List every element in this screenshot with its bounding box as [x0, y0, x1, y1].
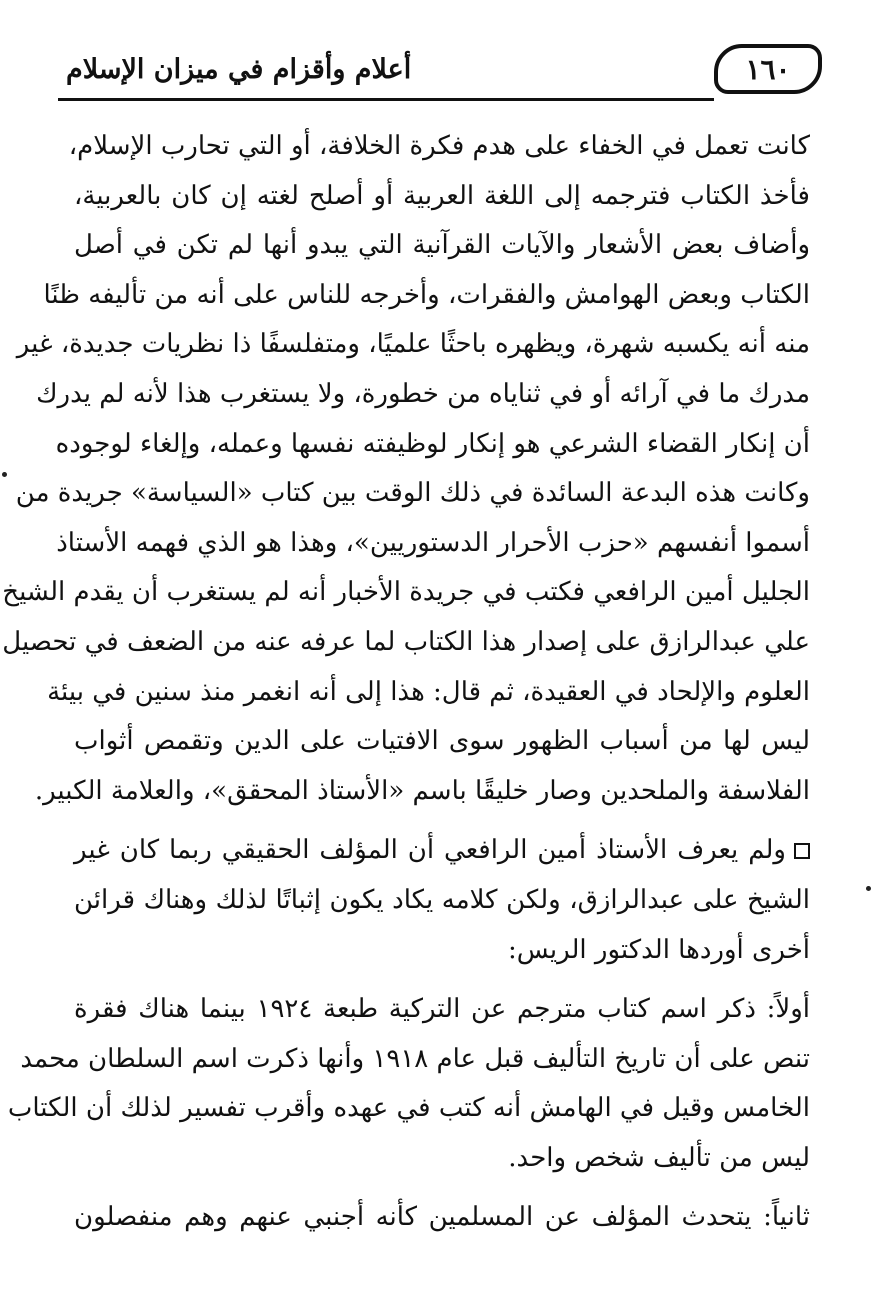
- paragraph-3: [7, 985, 810, 1183]
- text-line: كانت تعمل في الخفاء على هدم فكرة الخلافة، أو التي تحارب الإسلام،: [68, 131, 810, 161]
- text-line: ثانياً: يتحدث المؤلف عن المسلمين كأنه أجنبي عنهم وهم منفصلون: [74, 1202, 810, 1233]
- text-line: [74, 826, 810, 876]
- text-line: ليس لها من أسباب الظهور سوى الافتيات على الدين وتقمص أثواب: [74, 726, 810, 757]
- text-line: أسموا أنفسهم «حزب الأحرار الدستوريين»، وهذا هو الذي فهمه الأستاذ: [56, 527, 810, 558]
- margin-mark: [2, 472, 7, 477]
- text-line: علي عبدالرازق على إصدار هذا الكتاب لما عرفه عنه من الضعف في تحصيل: [2, 626, 810, 657]
- paragraph-2: [74, 826, 810, 975]
- text-line: وأضاف بعض الأشعار والآيات القرآنية التي يبدو أنها لم تكن في أصل: [74, 230, 810, 261]
- text-line: أخرى أوردها الدكتور الريس:: [508, 934, 810, 965]
- margin-mark: [866, 886, 871, 891]
- page-header: [58, 40, 814, 106]
- text-line: الفلاسفة والملحدين وصار خليقًا باسم «الأستاذ المحقق»، والعلامة الكبير.: [34, 775, 810, 806]
- text-line: تنص على أن تاريخ التأليف قبل عام ١٩١٨ وأنها ذكرت اسم السلطان محمد: [20, 1043, 810, 1074]
- body-text: [2, 122, 810, 1243]
- text-line: أن إنكار القضاء الشرعي هو إنكار لوظيفته نفسها وعمله، وإلغاء لوجوده: [55, 428, 810, 459]
- text-line: الكتاب وبعض الهوامش والفقرات، وأخرجه للناس على أنه من تأليفه ظنًا: [43, 279, 810, 310]
- text-line: منه أنه يكسبه شهرة، ويظهره باحثًا علميًا، ومتفلسفًا ذا نظريات جديدة، غير: [16, 329, 810, 360]
- text-line: فأخذ الكتاب فترجمه إلى اللغة العربية أو أصلح لغته إن كان بالعربية،: [74, 180, 810, 211]
- header-rule: [58, 98, 714, 101]
- text-line: مدرك ما في آرائه أو في ثناياه من خطورة، ولا يستغرب هذا لأنه لم يدرك: [36, 378, 810, 409]
- running-title: أعلام وأقزام في ميزان الإسلام: [66, 54, 412, 85]
- text-line: أولاً: ذكر اسم كتاب مترجم عن التركية طبعة ١٩٢٤ بينما هناك فقرة: [74, 994, 810, 1025]
- paragraph-1: [2, 122, 810, 816]
- text-line: وكانت هذه البدعة السائدة في ذلك الوقت بين كتاب «السياسة» جريدة من: [15, 478, 810, 509]
- text-line: العلوم والإلحاد في العقيدة، ثم قال: هذا إلى أنه انغمر منذ سنين في بيئة: [47, 676, 810, 707]
- text-line-content: ولم يعرف الأستاذ أمين الرافعي أن المؤلف الحقيقي ربما كان غير: [74, 835, 786, 866]
- page-number: ١٦٠: [714, 44, 822, 94]
- text-line: الجليل أمين الرافعي فكتب في جريدة الأخبار أنه لم يستغرب أن يقدم الشيخ: [2, 577, 810, 608]
- text-line: ليس من تأليف شخص واحد.: [508, 1142, 810, 1173]
- square-bullet-icon: [794, 843, 810, 859]
- text-line: الشيخ على عبدالرازق، ولكن كلامه يكاد يكون إثباتًا لذلك وهناك قرائن: [74, 884, 810, 915]
- text-line: الخامس وقيل في الهامش أنه كتب في عهده وأقرب تفسير لذلك أن الكتاب: [7, 1093, 810, 1124]
- paragraph-4: [74, 1193, 810, 1243]
